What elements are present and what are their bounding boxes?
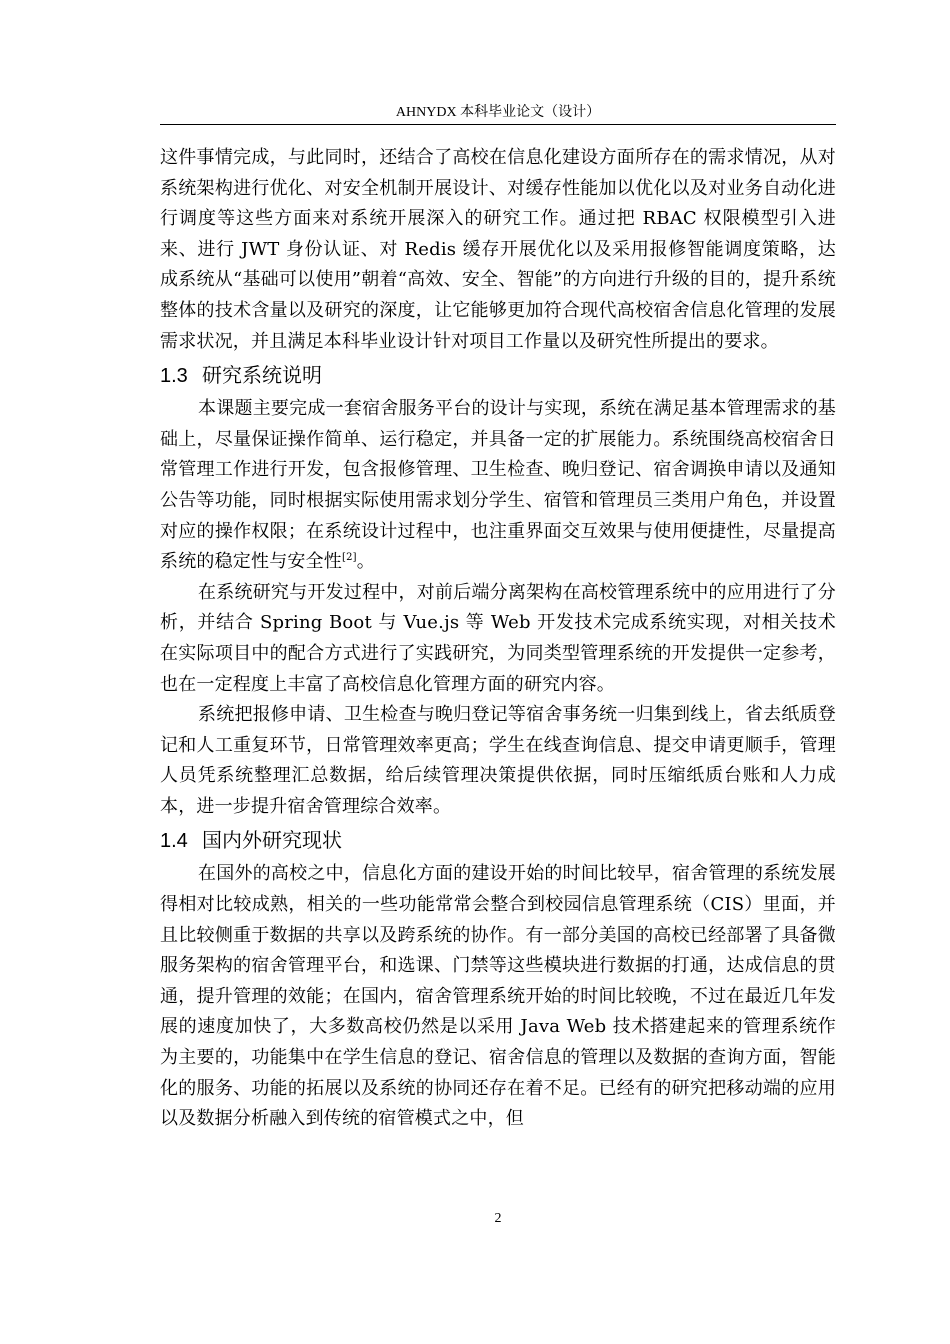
section-heading-1-3: [160, 357, 836, 394]
section-heading-1-4: [160, 822, 836, 859]
paragraph: 在国外的高校之中，信息化方面的建设开始的时间比较早，宿舍管理的系统发展得相对比较成熟，相关的一些功能常常会整合到校园信息管理系统（CIS）里面，并且比较侧重于数据的共享以及跨系统的协作。有一部分美国的高校已经部署了具备微服务架构的宿舍管理平台，和选课、门禁等这些模块进行数据的打通，达成信息的贯通，提升管理的效能；在国内，宿舍管理系统开始的时间比较晚，不过在最近几年发展的速度加快了，大多数高校仍然是以采用 Java Web 技术搭建起来的管理系统作为主要的，功能集中在学生信息的登记、宿舍信息的管理以及数据的查询方面，智能化的服务、功能的拓展以及系统的协同还存在着不足。已经有的研究把移动端的应用以及数据分析融入到传统的宿管模式之中，但: [160, 863, 836, 1130]
body-text: [160, 143, 836, 1135]
paragraph: 系统把报修申请、卫生检查与晚归登记等宿舍事务统一归集到线上，省去纸质登记和人工重复环节，日常管理效率更高；学生在线查询信息、提交申请更顺手，管理人员凭系统整理汇总数据，给后续管理决策提供依据，同时压缩纸质台账和人力成本，进一步提升宿舍管理综合效率。: [160, 704, 836, 817]
paragraph: 在系统研究与开发过程中，对前后端分离架构在高校管理系统中的应用进行了分析，并结合 Spring Boot 与 Vue.js 等 Web 开发技术完成系统实现，对相关技术在实际项目中的配合方式进行了实践研究，为同类型管理系统的开发提供一定参考，也在一定程度上丰富了高校信息化管理方面的研究内容。: [160, 581, 836, 695]
section-number: 1.3: [160, 365, 188, 388]
section-title: 研究系统说明: [202, 363, 322, 388]
header-rule: [160, 124, 836, 125]
citation-ref: [2]: [342, 552, 357, 564]
paragraph-continued: 这件事情完成，与此同时，还结合了高校在信息化建设方面所存在的需求情况，从对系统架构进行优化、对安全机制开展设计、对缓存性能加以优化以及对业务自动化进行调度等这些方面来对系统开展深入的研究工作。通过把 RBAC 权限模型引入进来、进行 JWT 身份认证、对 Redis 缓存开展优化以及采用报修智能调度策略，达成系统从“基础可以使用”朝着“高效、安全、智能”的方向进行升级的目的，提升系统整体的技术含量以及研究的深度，让它能够更加符合现代高校宿舍信息化管理的发展需求状况，并且满足本科毕业设计针对项目工作量以及研究性所提出的要求。: [160, 147, 836, 352]
paragraph-end: 。: [356, 551, 375, 573]
section-title: 国内外研究现状: [202, 828, 342, 853]
section-number: 1.4: [160, 830, 188, 853]
paragraph-text: 本课题主要完成一套宿舍服务平台的设计与实现，系统在满足基本管理需求的基础上，尽量保证操作简单、运行稳定，并具备一定的扩展能力。系统围绕高校宿舍日常管理工作进行开发，包含报修管理、卫生检查、晚归登记、宿舍调换申请以及通知公告等功能，同时根据实际使用需求划分学生、宿管和管理员三类用户角色，并设置对应的操作权限；在系统设计过程中，也注重界面交互效果与使用便捷性，尽量提高系统的稳定性与安全性: [160, 398, 836, 573]
paragraph: [160, 394, 836, 578]
page-number: 2: [494, 1211, 502, 1226]
running-header: AHNYDX 本科毕业论文（设计）: [395, 105, 601, 120]
